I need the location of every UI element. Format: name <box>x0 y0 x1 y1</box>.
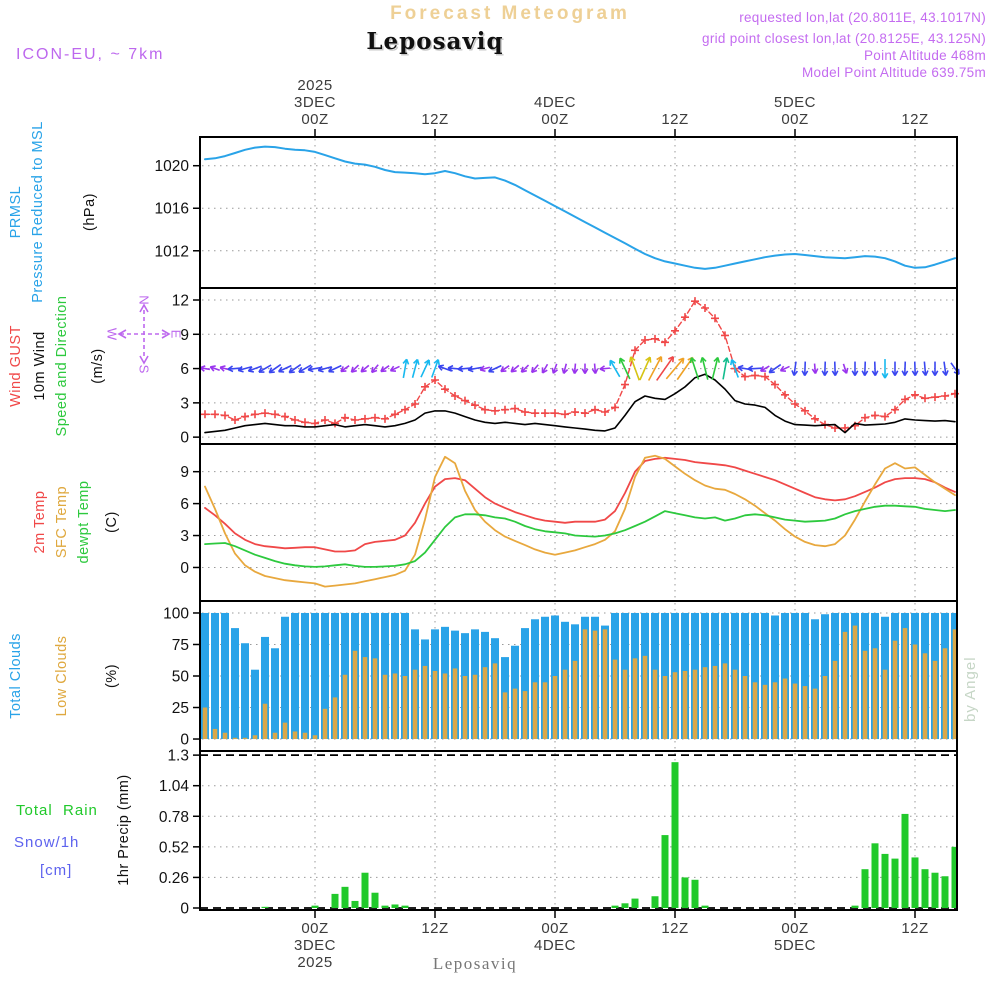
compass-rose-icon <box>112 296 176 372</box>
clouds-legend-low: Low Clouds <box>54 635 70 717</box>
compass-west-label: W <box>104 327 120 341</box>
page-title: Forecast Meteogram <box>390 3 630 24</box>
svg-text:6: 6 <box>180 361 189 379</box>
svg-text:1.3: 1.3 <box>167 747 189 765</box>
svg-text:3: 3 <box>180 395 189 413</box>
temp-unit: (C) <box>104 511 120 533</box>
svg-text:0: 0 <box>180 429 189 447</box>
precip-legend-cm: [cm] <box>40 862 73 879</box>
wind-legend-10m: 10m Wind <box>32 331 48 401</box>
watermark: by Angel <box>962 656 979 722</box>
svg-text:2025: 2025 <box>297 77 333 94</box>
svg-text:12Z: 12Z <box>901 111 929 128</box>
svg-text:4DEC: 4DEC <box>533 94 577 111</box>
wind-legend-gust: Wind GUST <box>8 325 24 407</box>
precip-unit: 1hr Precip (mm) <box>116 774 132 886</box>
svg-text:0.78: 0.78 <box>158 808 189 826</box>
svg-text:0.52: 0.52 <box>158 839 189 857</box>
svg-text:1.04: 1.04 <box>158 778 189 796</box>
clouds-legend-total: Total Clouds <box>8 633 24 719</box>
pressure-unit: (hPa) <box>82 193 98 231</box>
svg-text:00Z: 00Z <box>301 111 329 128</box>
svg-text:75: 75 <box>171 636 189 654</box>
svg-text:50: 50 <box>171 668 189 686</box>
grid-point-coords: grid point closest lon,lat (20.8125E, 43.125N) <box>702 31 986 46</box>
precip-legend-rain: Total Rain <box>16 802 98 819</box>
svg-text:1020: 1020 <box>154 158 189 176</box>
point-altitude: Point Altitude 468m <box>863 48 986 63</box>
svg-text:0: 0 <box>180 559 189 577</box>
svg-text:9: 9 <box>180 464 189 482</box>
svg-text:2025: 2025 <box>297 954 333 971</box>
svg-text:12Z: 12Z <box>661 111 689 128</box>
temp-legend-2m: 2m Temp <box>32 490 48 554</box>
svg-text:1016: 1016 <box>154 200 189 218</box>
svg-text:3DEC: 3DEC <box>293 94 337 111</box>
svg-text:1012: 1012 <box>154 243 189 261</box>
svg-text:100: 100 <box>163 605 189 623</box>
svg-text:5DEC: 5DEC <box>773 94 817 111</box>
pressure-legend-long: Pressure Reduced to MSL <box>30 121 46 303</box>
svg-text:0: 0 <box>180 900 189 918</box>
requested-coords: requested lon,lat (20.8011E, 43.1017N) <box>739 10 986 25</box>
pressure-legend-prmsl: PRMSL <box>8 185 24 239</box>
station-name: Leposaviq <box>366 28 504 55</box>
svg-text:12: 12 <box>171 292 189 310</box>
precip-legend-snow: Snow/1h <box>14 834 80 851</box>
svg-text:3: 3 <box>180 528 189 546</box>
svg-text:4DEC: 4DEC <box>533 937 577 954</box>
svg-text:12Z: 12Z <box>661 920 689 937</box>
svg-text:00Z: 00Z <box>301 920 329 937</box>
svg-text:0: 0 <box>180 731 189 749</box>
compass-north-label: N <box>136 295 152 305</box>
svg-text:6: 6 <box>180 496 189 514</box>
clouds-unit: (%) <box>104 663 120 689</box>
svg-text:00Z: 00Z <box>541 111 569 128</box>
compass-east-label: E <box>168 329 184 339</box>
temp-legend-dewpt: dewpt Temp <box>76 480 92 564</box>
svg-text:00Z: 00Z <box>541 920 569 937</box>
svg-text:3DEC: 3DEC <box>293 937 337 954</box>
compass-south-label: S <box>136 364 152 374</box>
wind-unit: (m/s) <box>90 348 106 384</box>
svg-text:12Z: 12Z <box>421 111 449 128</box>
footer-station-name: Leposaviq <box>432 954 518 973</box>
svg-text:12Z: 12Z <box>421 920 449 937</box>
svg-text:12Z: 12Z <box>901 920 929 937</box>
temp-legend-sfc: SFC Temp <box>54 485 70 559</box>
model-point-altitude: Model Point Altitude 639.75m <box>801 65 986 80</box>
svg-text:00Z: 00Z <box>781 111 809 128</box>
svg-text:25: 25 <box>171 700 189 718</box>
svg-text:00Z: 00Z <box>781 920 809 937</box>
model-name: ICON-EU, ~ 7km <box>16 46 165 63</box>
svg-text:9: 9 <box>180 326 189 344</box>
svg-text:5DEC: 5DEC <box>773 937 817 954</box>
wind-legend-speeddir: Speed and Direction <box>54 295 70 437</box>
svg-text:0.26: 0.26 <box>158 869 189 887</box>
